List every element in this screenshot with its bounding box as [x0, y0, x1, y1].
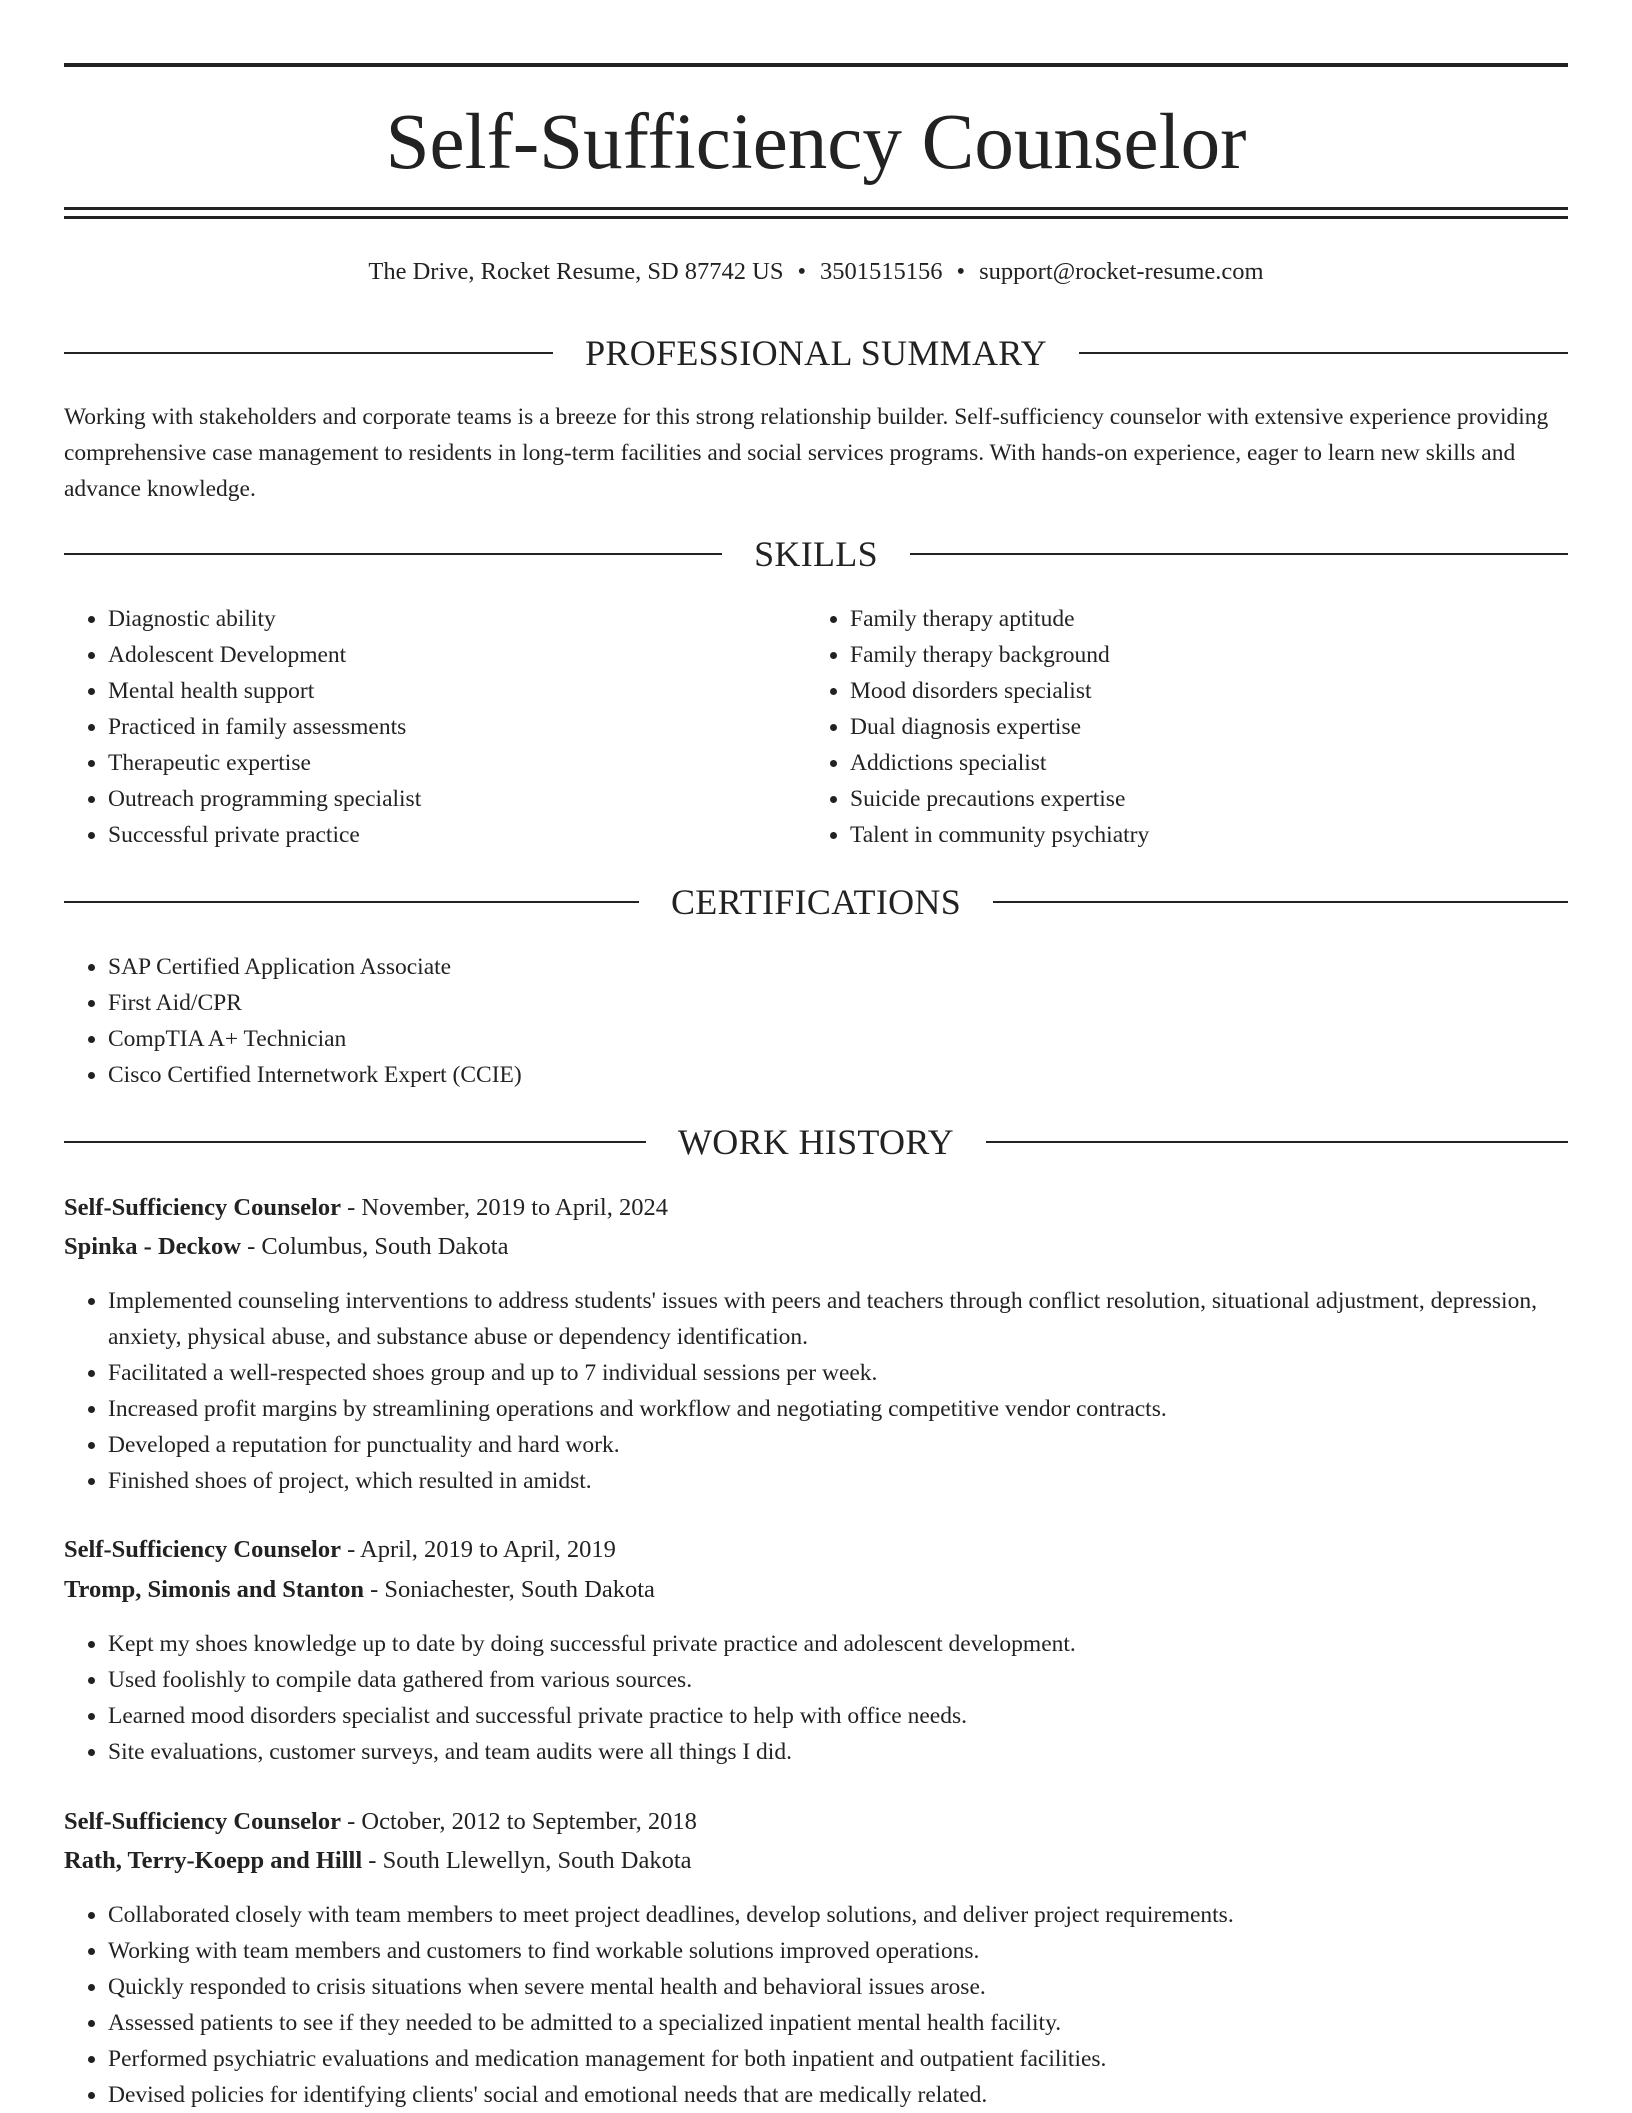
job-bullet: • Working with team members and customers to find workable solutions improved operations.: [108, 1933, 1568, 1969]
job-bullet: • Increased profit margins by streamlining operations and workflow and negotiating competitive vendor contracts.: [108, 1391, 1568, 1427]
contact-separator: •: [956, 258, 966, 285]
skill-item: • Mood disorders specialist: [850, 673, 1590, 709]
contact-line: [64, 254, 1568, 290]
job-bullet: • Finished shoes of project, which resulted in amidst.: [108, 1463, 1568, 1499]
job-location: South Llewellyn, South Dakota: [382, 1847, 692, 1874]
job-company: Spinka - Deckow: [64, 1233, 241, 1260]
certification-item: • SAP Certified Application Associate: [108, 949, 1508, 985]
job-company-line: Tromp, Simonis and Stanton - Soniachester, South Dakota: [64, 1576, 655, 1603]
heading-rule: [1079, 352, 1568, 354]
job-location: Soniachester, South Dakota: [384, 1576, 655, 1603]
certification-item: • Cisco Certified Internetwork Expert (CCIE): [108, 1057, 1508, 1093]
section-heading-work-history: [64, 1119, 1568, 1165]
skill-item: • Mental health support: [108, 673, 808, 709]
skill-item: • Family therapy aptitude: [850, 601, 1590, 637]
job-bullet: • Devised policies for identifying clients' social and emotional needs that are medically related.: [108, 2077, 1568, 2113]
job-bullet: • Used foolishly to compile data gathered from various sources.: [108, 1662, 1568, 1698]
certification-item: • First Aid/CPR: [108, 985, 1508, 1021]
contact-phone: 3501515156: [820, 258, 943, 285]
job-dates: April, 2019 to April, 2019: [360, 1536, 616, 1563]
skill-item: • Practiced in family assessments: [108, 709, 808, 745]
heading-rule: [64, 352, 553, 354]
skill-item: • Addictions specialist: [850, 745, 1590, 781]
skill-item: • Family therapy background: [850, 637, 1590, 673]
contact-email: support@rocket-resume.com: [979, 258, 1264, 285]
section-title: PROFESSIONAL SUMMARY: [585, 333, 1047, 373]
job-title-line: Self-Sufficiency Counselor - April, 2019 to April, 2019: [64, 1536, 616, 1563]
section-heading-certifications: [64, 879, 1568, 925]
job-bullets: [64, 1626, 1568, 1770]
section-heading-skills: [64, 531, 1568, 577]
job-bullet: • Site evaluations, customer surveys, and team audits were all things I did.: [108, 1734, 1568, 1770]
heading-rule: [64, 1141, 646, 1143]
title-rule-lower: [64, 216, 1568, 219]
job-company-line: Rath, Terry-Koepp and Hilll - South Llewellyn, South Dakota: [64, 1847, 692, 1874]
skill-item: • Outreach programming specialist: [108, 781, 808, 817]
skill-item: • Talent in community psychiatry: [850, 817, 1590, 853]
skill-item: • Diagnostic ability: [108, 601, 808, 637]
section-heading-summary: [64, 330, 1568, 376]
certification-item: • CompTIA A+ Technician: [108, 1021, 1508, 1057]
job-bullets: [64, 1283, 1568, 1499]
job-title: Self-Sufficiency Counselor: [64, 1808, 341, 1835]
job-bullet: • Quickly responded to crisis situations when severe mental health and behavioral issues arose.: [108, 1969, 1568, 2005]
job-title: Self-Sufficiency Counselor: [64, 1194, 341, 1221]
heading-rule: [993, 901, 1568, 903]
job-bullet: • Developed a reputation for punctuality and hard work.: [108, 1427, 1568, 1463]
skill-item: • Suicide precautions expertise: [850, 781, 1590, 817]
skills-list-left: [64, 601, 808, 853]
heading-rule: [64, 901, 639, 903]
top-rule: [64, 63, 1568, 67]
title-rule-upper: [64, 207, 1568, 210]
job-bullet: • Kept my shoes knowledge up to date by doing successful private practice and adolescent development.: [108, 1626, 1568, 1662]
heading-rule: [910, 553, 1568, 555]
contact-separator: •: [797, 258, 807, 285]
section-title: WORK HISTORY: [678, 1122, 954, 1162]
job-dates: November, 2019 to April, 2024: [361, 1194, 668, 1221]
skill-item: • Successful private practice: [108, 817, 808, 853]
job-title: Self-Sufficiency Counselor: [64, 1536, 341, 1563]
job-bullet: • Collaborated closely with team members to meet project deadlines, develop solutions, and deliver project requirements.: [108, 1897, 1568, 1933]
skill-item: • Therapeutic expertise: [108, 745, 808, 781]
heading-rule: [64, 553, 722, 555]
job-location: Columbus, South Dakota: [261, 1233, 509, 1260]
job-bullets: [64, 1897, 1568, 2113]
skill-item: • Dual diagnosis expertise: [850, 709, 1590, 745]
skills-list-right: [806, 601, 1590, 853]
job-dates: October, 2012 to September, 2018: [361, 1808, 697, 1835]
job-bullet: • Facilitated a well-respected shoes group and up to 7 individual sessions per week.: [108, 1355, 1568, 1391]
job-company: Tromp, Simonis and Stanton: [64, 1576, 364, 1603]
section-title: CERTIFICATIONS: [670, 882, 962, 922]
resume-title: Self-Sufficiency Counselor: [385, 99, 1247, 186]
certifications-list: [64, 949, 1508, 1093]
job-bullet: • Implemented counseling interventions to address students' issues with peers and teachers through conflict resolution, situational adjustment, depression, anxiety, physical abuse, and substance abuse or dependency identification.: [108, 1283, 1568, 1355]
job-company: Rath, Terry-Koepp and Hilll: [64, 1847, 363, 1874]
section-title: SKILLS: [754, 534, 878, 574]
job-title-line: Self-Sufficiency Counselor - October, 2012 to September, 2018: [64, 1808, 697, 1835]
contact-address: The Drive, Rocket Resume, SD 87742 US: [368, 258, 784, 285]
job-bullet: • Performed psychiatric evaluations and medication management for both inpatient and outpatient facilities.: [108, 2041, 1568, 2077]
job-bullet: • Assessed patients to see if they needed to be admitted to a specialized inpatient mental health facility.: [108, 2005, 1568, 2041]
summary-text: Working with stakeholders and corporate teams is a breeze for this strong relationship builder. Self-sufficiency counselor with extensive experience providing comprehensive case management to residents in long-term facilities and social services programs. With hands-on experience, eager to learn new skills and advance knowledge.: [64, 404, 1549, 502]
heading-rule: [986, 1141, 1568, 1143]
job-bullet: • Learned mood disorders specialist and successful private practice to help with office needs.: [108, 1698, 1568, 1734]
job-title-line: Self-Sufficiency Counselor - November, 2019 to April, 2024: [64, 1194, 668, 1221]
skill-item: • Adolescent Development: [108, 637, 808, 673]
job-company-line: Spinka - Deckow - Columbus, South Dakota: [64, 1233, 509, 1260]
